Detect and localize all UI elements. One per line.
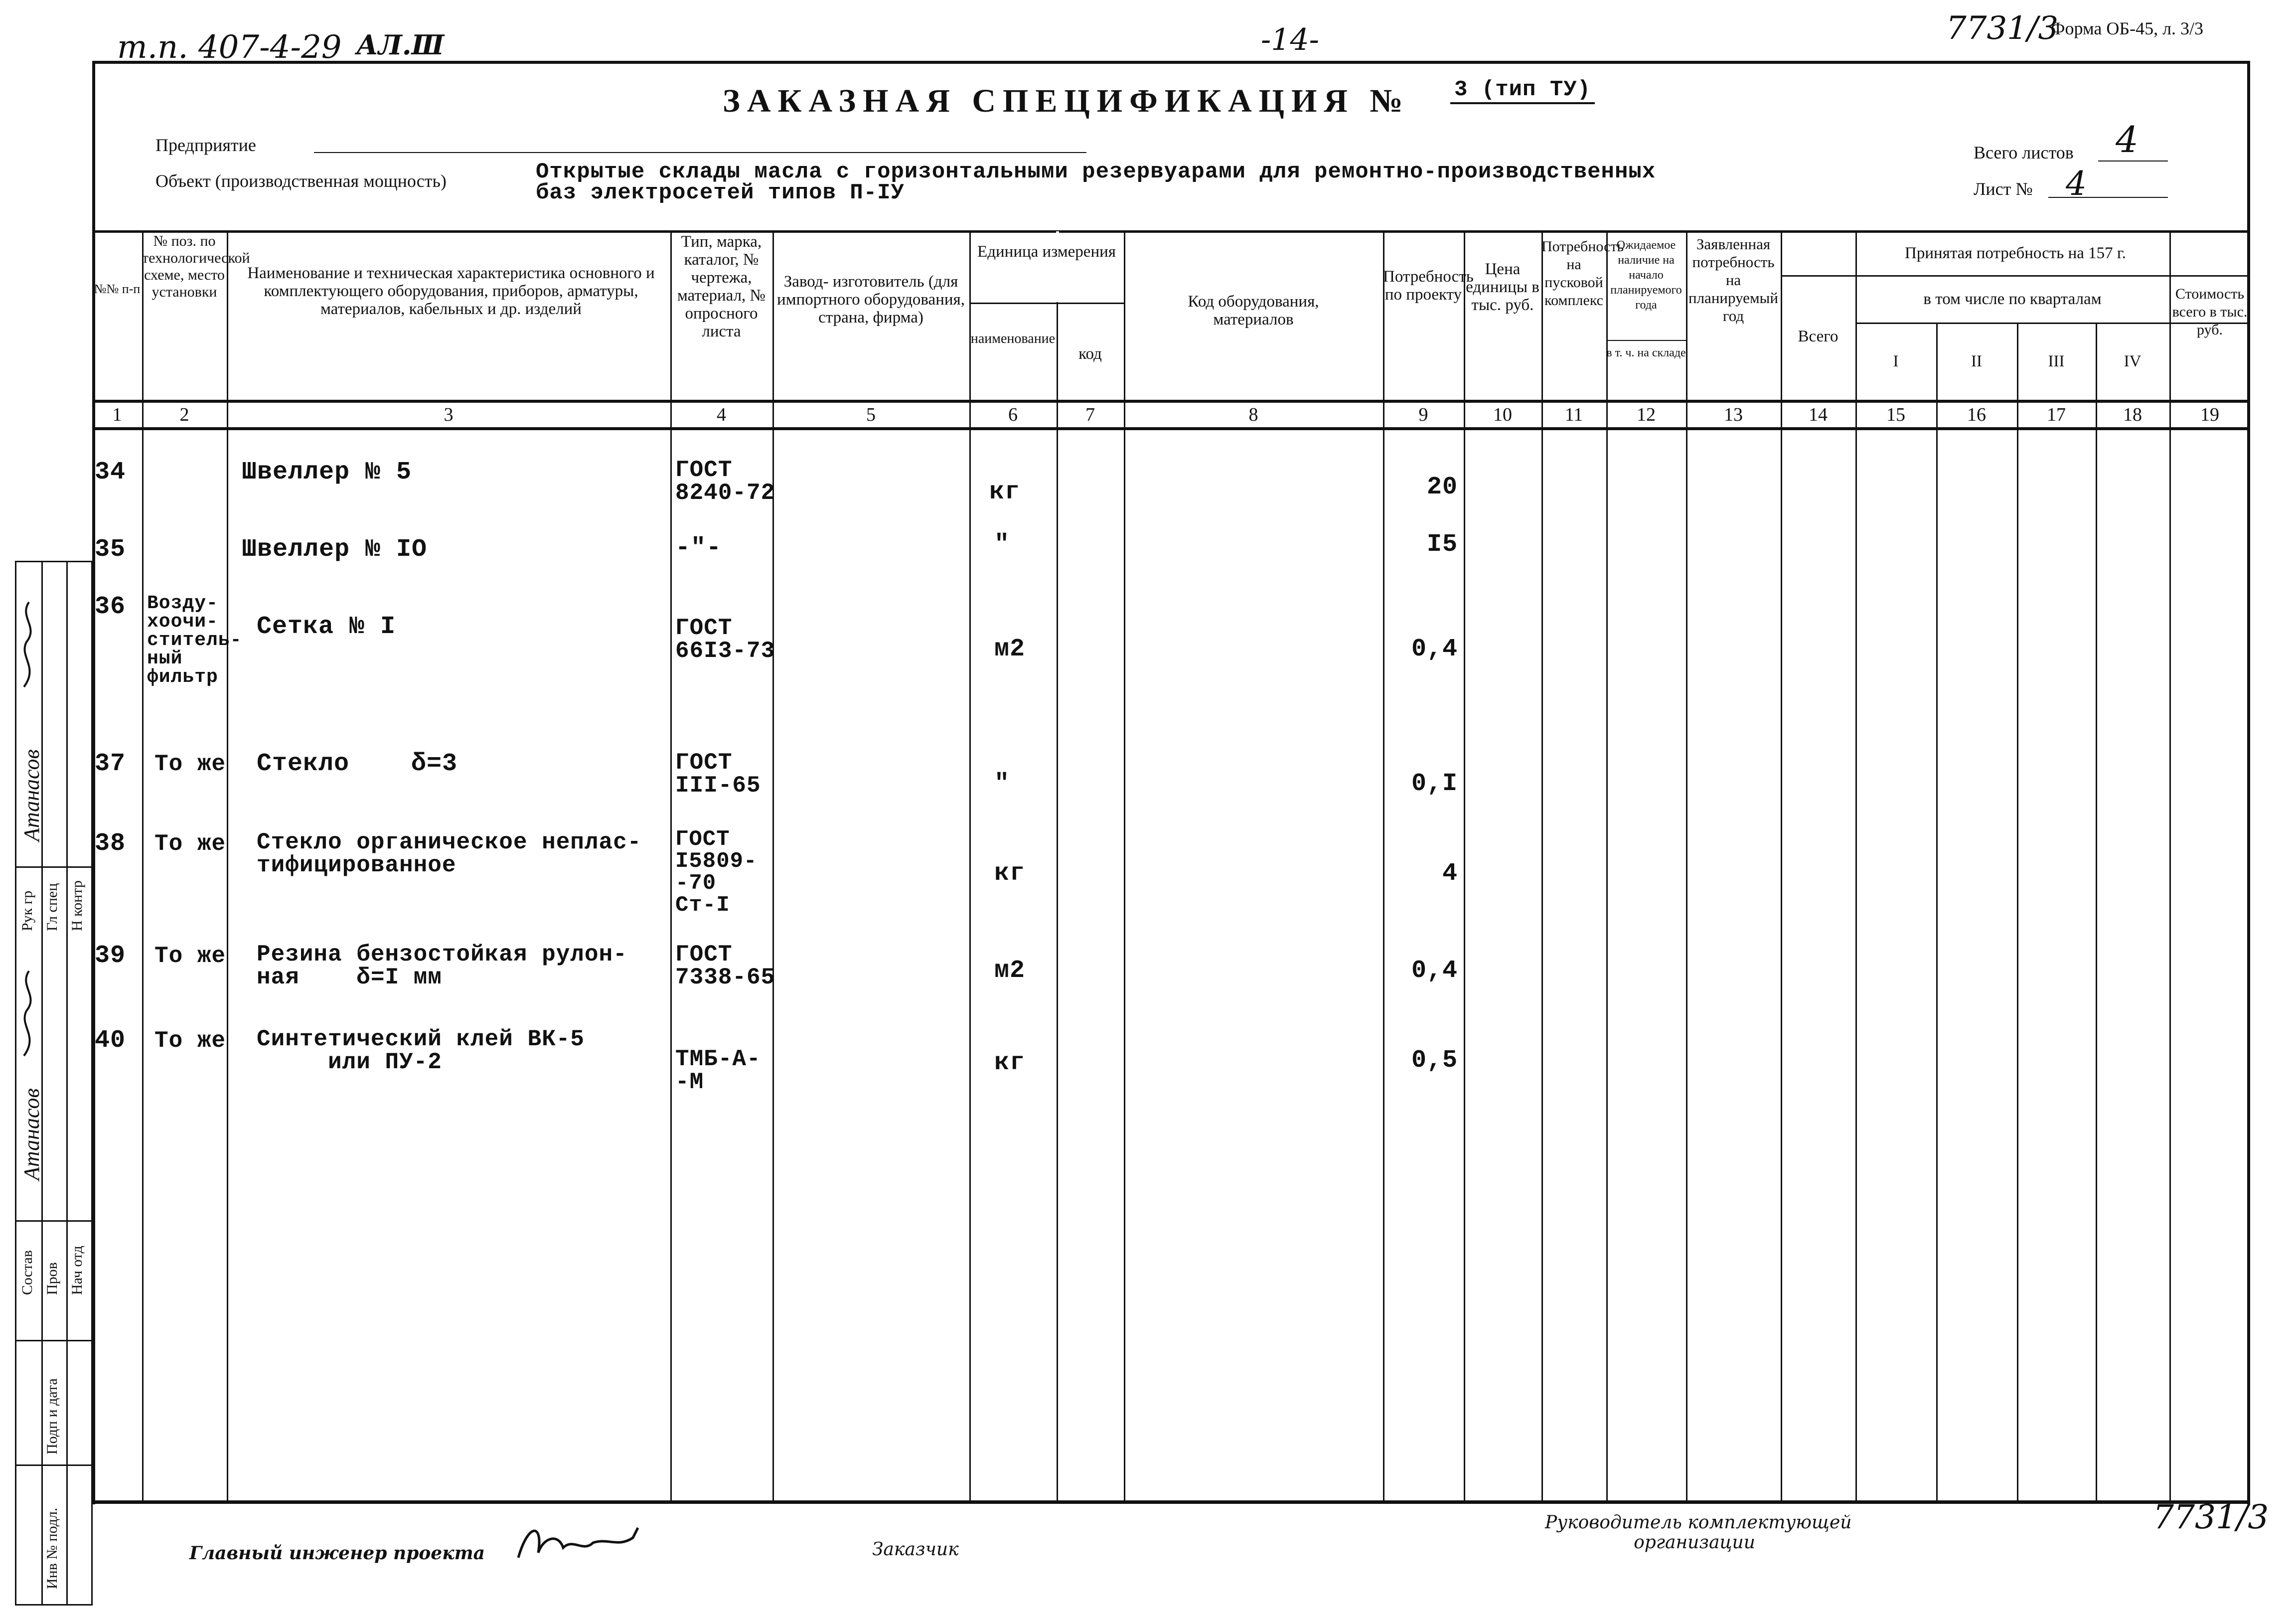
col-header-10: Цена единицы в тыс. руб. bbox=[1466, 260, 1539, 314]
col-number: 11 bbox=[1564, 404, 1583, 425]
row-name: Стекло δ=3 bbox=[257, 750, 458, 778]
stamp-role: Состав bbox=[19, 1250, 35, 1295]
row-name: Стекло органическое неплас- тифицированное bbox=[257, 829, 642, 878]
sheet-value: 4 bbox=[2066, 164, 2087, 203]
row-position: То же bbox=[154, 751, 226, 777]
stamp-name: Атанасов bbox=[19, 749, 44, 841]
row-qty: I5 bbox=[1426, 530, 1458, 559]
col-number: 17 bbox=[2047, 404, 2066, 425]
enterprise-line bbox=[314, 152, 1086, 153]
row-qty: 0,5 bbox=[1411, 1046, 1458, 1075]
doc-code-bottom: 7731/3 bbox=[2153, 1498, 2269, 1536]
sheet-label: Лист № bbox=[1974, 179, 2033, 199]
col-header-2: № поз. по технологической схеме, место установки bbox=[142, 233, 250, 300]
chief-engineer-label: Главный инженер проекта bbox=[189, 1543, 485, 1564]
album-reference: АЛ.Ⅲ bbox=[356, 29, 445, 61]
row-number: 34 bbox=[95, 458, 126, 486]
stamp-inventory: Инв № подл. bbox=[44, 1507, 60, 1589]
row-unit: кг bbox=[989, 478, 1021, 506]
col-number: 12 bbox=[1637, 404, 1656, 425]
col-number: 9 bbox=[1418, 404, 1428, 425]
col-header-5: Завод- изготовитель (для импортного оборудования, страна, фирма) bbox=[777, 273, 965, 326]
col-header-19: Стоимость всего в тыс. руб. bbox=[2172, 286, 2248, 338]
col-number: 2 bbox=[179, 404, 189, 425]
row-name: Сетка № I bbox=[257, 613, 396, 641]
doc-code-top: 7731/3 bbox=[1946, 10, 2059, 47]
col-header-6-7: Единица измерения bbox=[977, 243, 1116, 261]
row-type: ГОСТ I5809- -70 Ст-I bbox=[675, 827, 758, 918]
row-name: Резина бензостойкая рулон- ная δ=I мм bbox=[257, 942, 627, 990]
row-position: То же bbox=[154, 1028, 226, 1054]
object-value-line1: Открытые склады масла с горизонтальными резервуарами для ремонтно-производственных bbox=[536, 160, 1656, 184]
row-qty: 0,4 bbox=[1411, 635, 1458, 663]
row-type: ТМБ-А- -М bbox=[675, 1046, 761, 1095]
row-type: ГОСТ III-65 bbox=[675, 750, 761, 799]
row-qty: 0,I bbox=[1411, 770, 1458, 798]
col-header-12b: в т. ч. на складе bbox=[1606, 346, 1686, 359]
col-header-16: II bbox=[1971, 352, 1982, 370]
object-value-line2: баз электросетей типов П-IУ bbox=[536, 180, 905, 205]
row-number: 36 bbox=[95, 593, 126, 621]
row-unit: " bbox=[994, 530, 1010, 559]
stamp-role: Рук гр bbox=[19, 890, 35, 931]
col-number: 6 bbox=[1008, 404, 1018, 425]
row-unit: кг bbox=[994, 859, 1026, 888]
row-unit: м2 bbox=[994, 957, 1026, 985]
row-name: Швеллер № IO bbox=[242, 535, 428, 564]
total-sheets-value: 4 bbox=[2116, 119, 2139, 161]
row-number: 38 bbox=[95, 829, 126, 858]
col-number: 16 bbox=[1967, 404, 1986, 425]
col-number: 13 bbox=[1724, 404, 1743, 425]
col-header-4: Тип, марка, каталог, № чертежа, материал, № опросного листа bbox=[677, 233, 766, 340]
row-name: Синтетический клей ВК-5 или ПУ-2 bbox=[257, 1026, 585, 1075]
supplier-head-label: Руководитель комплектующей организации bbox=[1545, 1512, 1852, 1553]
row-number: 35 bbox=[95, 535, 126, 564]
row-qty: 20 bbox=[1426, 473, 1458, 501]
row-number: 39 bbox=[95, 942, 126, 970]
col-header-14: Всего bbox=[1798, 327, 1838, 345]
stamp-sign-date: Подп и дата bbox=[44, 1378, 60, 1455]
col-number: 5 bbox=[866, 404, 876, 425]
total-sheets-line bbox=[2098, 161, 2168, 162]
col-number: 14 bbox=[1809, 404, 1828, 425]
stamp-signature bbox=[16, 597, 41, 697]
col-number: 4 bbox=[717, 404, 726, 425]
row-type: ГОСТ 8240-72 bbox=[675, 457, 775, 506]
col-header-7: код bbox=[1078, 345, 1102, 363]
object-label: Объект (производственная мощность) bbox=[155, 171, 447, 191]
customer-label: Заказчик bbox=[872, 1539, 959, 1560]
stamp-signature bbox=[16, 966, 41, 1066]
col-number: 10 bbox=[1493, 404, 1512, 425]
col-header-8: Код оборудования, материалов bbox=[1188, 293, 1319, 328]
col-header-17: III bbox=[2048, 352, 2065, 370]
col-header-18: IV bbox=[2124, 352, 2142, 370]
col-header-15-18: в том числе по кварталам bbox=[1923, 290, 2102, 308]
col-number: 7 bbox=[1085, 404, 1095, 425]
row-type: ГОСТ 66I3-73 bbox=[675, 615, 775, 664]
row-position: То же bbox=[154, 943, 226, 969]
stamp-role: Нач отд bbox=[69, 1246, 85, 1295]
row-number: 40 bbox=[95, 1026, 126, 1055]
row-number: 37 bbox=[95, 750, 126, 778]
chief-engineer-signature bbox=[513, 1518, 643, 1568]
row-position: То же bbox=[154, 831, 226, 857]
total-sheets-label: Всего листов bbox=[1974, 143, 2074, 162]
col-number: 15 bbox=[1886, 404, 1905, 425]
row-unit: " bbox=[994, 770, 1010, 798]
col-number: 3 bbox=[444, 404, 454, 425]
form-reference: Форма ОБ-45, л. 3/3 bbox=[2051, 18, 2204, 38]
col-header-15: I bbox=[1893, 352, 1899, 370]
stamp-role: Пров bbox=[44, 1262, 60, 1295]
sheet-line bbox=[2048, 197, 2168, 198]
stamp-role: Н контр bbox=[69, 880, 85, 931]
table-bottom-line bbox=[92, 1500, 2250, 1504]
stamp-name: Атанасов bbox=[19, 1088, 44, 1180]
col-header-11: Потребность на пусковой комплекс bbox=[1541, 238, 1624, 309]
enterprise-label: Предприятие bbox=[155, 135, 256, 155]
col-header-6: наименование bbox=[970, 331, 1056, 346]
row-type: ГОСТ 7338-65 bbox=[675, 942, 775, 990]
col-number: 8 bbox=[1248, 404, 1258, 425]
row-qty: 0,4 bbox=[1411, 957, 1458, 985]
spec-table bbox=[92, 230, 2250, 1500]
col-header-9: Потребность по проекту bbox=[1383, 268, 1474, 304]
tp-reference: т.п. 407-4-29 bbox=[117, 29, 342, 66]
stamp-role: Гл спец bbox=[44, 883, 60, 931]
row-type: -"- bbox=[675, 534, 722, 562]
spec-number: 3 (тип ТУ) bbox=[1450, 77, 1595, 104]
col-header-1: №№ п-п bbox=[94, 282, 141, 296]
row-position: Возду- хоочи- ститель- ный фильтр bbox=[147, 593, 242, 688]
col-number: 18 bbox=[2123, 404, 2142, 425]
col-header-12: Ожидаемое наличие на начало планируемого года bbox=[1610, 239, 1682, 312]
row-unit: кг bbox=[994, 1049, 1026, 1077]
col-header-13: Заявленная потребность на планируемый год bbox=[1688, 235, 1778, 324]
col-number: 19 bbox=[2200, 404, 2219, 425]
col-header-3: Наименование и техническая характеристика основного и комплектующего оборудования, приборов, арматуры, материалов, кабельных и др. изделий bbox=[247, 264, 655, 318]
col-number: 1 bbox=[112, 404, 122, 425]
row-qty: 4 bbox=[1442, 859, 1458, 888]
page-title: ЗАКАЗНАЯ СПЕЦИФИКАЦИЯ № bbox=[723, 83, 1410, 119]
row-unit: м2 bbox=[994, 635, 1026, 663]
side-stamp bbox=[15, 561, 93, 1606]
row-name: Швеллер № 5 bbox=[242, 458, 412, 486]
col-header-14-19: Принятая потребность на 157 г. bbox=[1905, 244, 2126, 262]
page-number: -14- bbox=[1261, 22, 1319, 57]
